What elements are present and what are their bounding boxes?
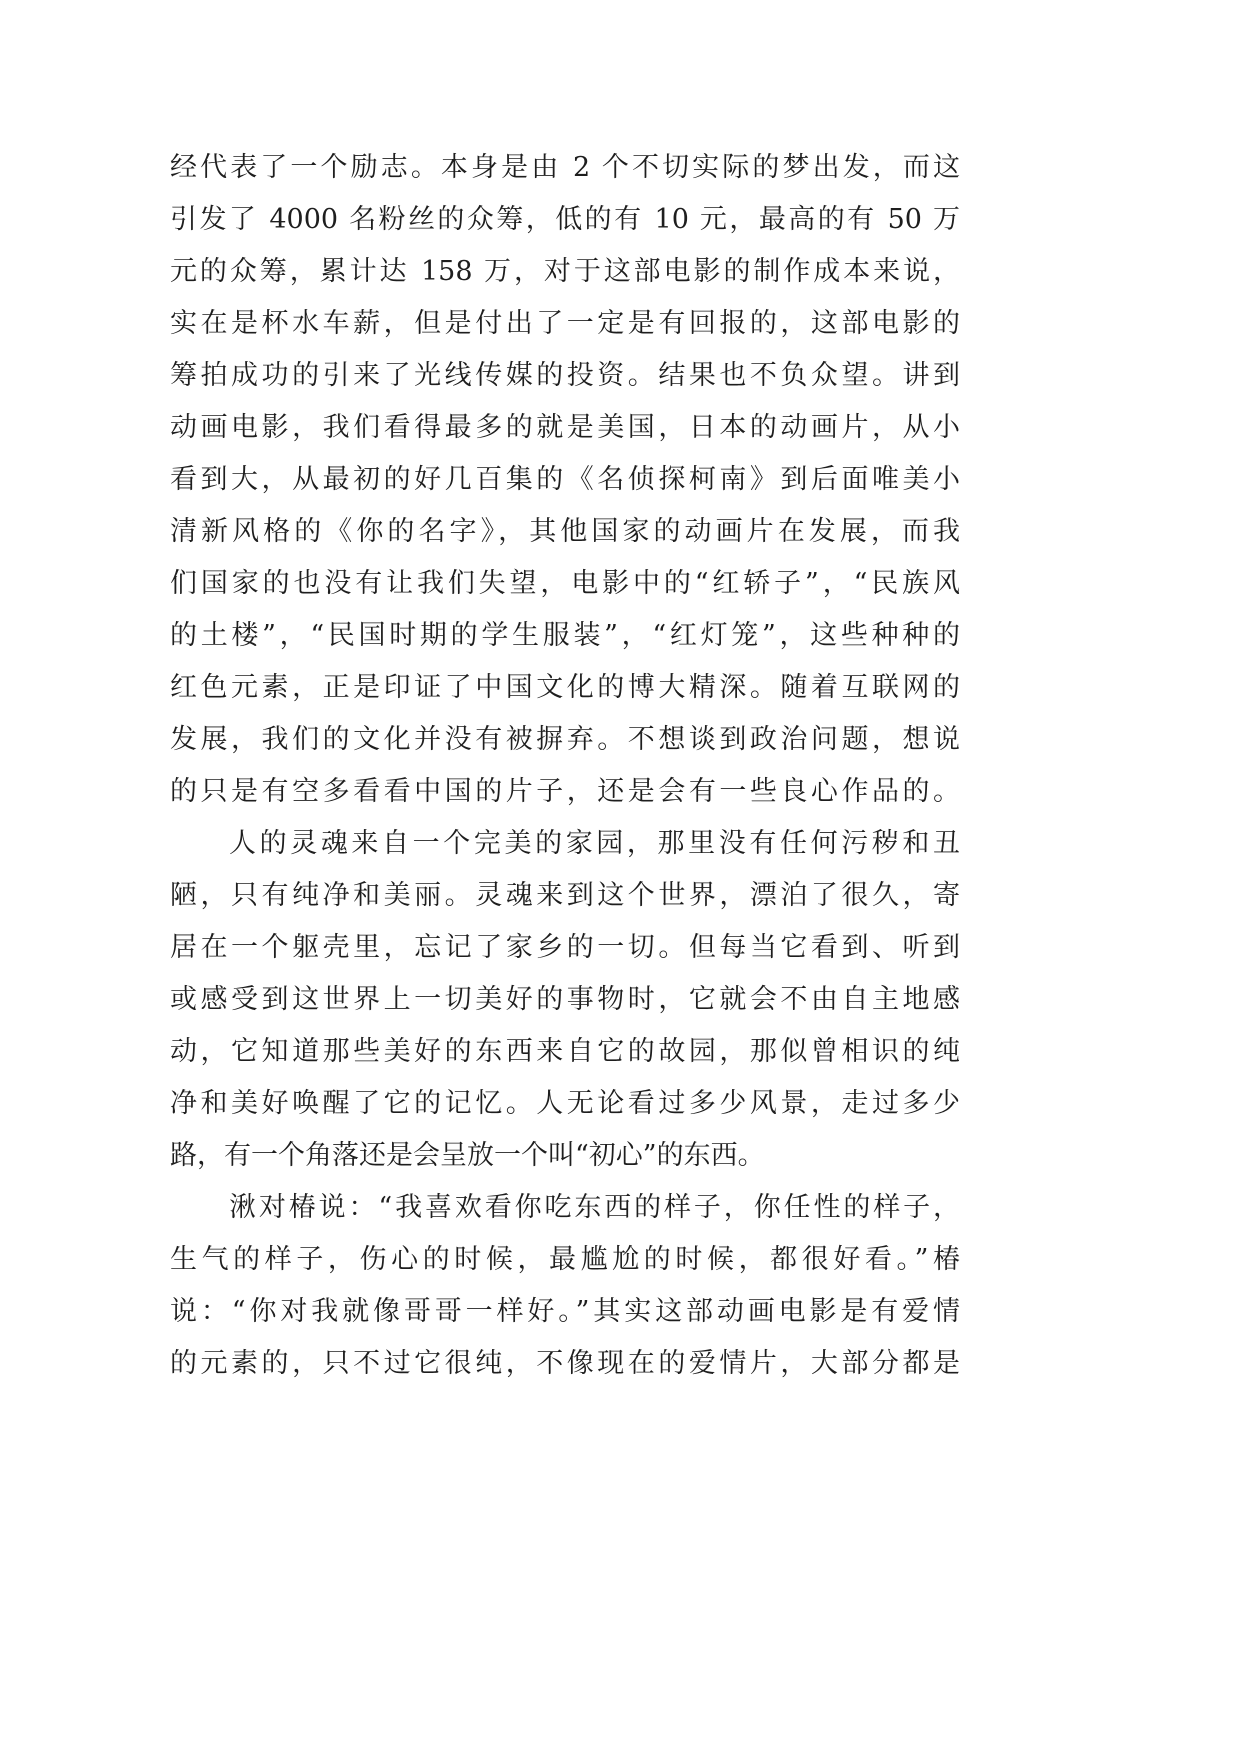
text-line: 的土楼”，“民国时期的学生服装”，“红灯笼”，这些种种的 bbox=[170, 620, 960, 651]
text-line: 发展，我们的文化并没有被摒弃。不想谈到政治问题，想说 bbox=[170, 724, 960, 755]
text-line: 红色元素，正是印证了中国文化的博大精深。随着互联网的 bbox=[170, 672, 960, 703]
text-line: 陋，只有纯净和美丽。灵魂来到这个世界，漂泊了很久，寄 bbox=[170, 880, 960, 911]
text-line: 经代表了一个励志。本身是由 2 个不切实际的梦出发，而这 bbox=[170, 152, 960, 183]
body-text bbox=[170, 142, 960, 1390]
text-line: 湫对椿说：“我喜欢看你吃东西的样子，你任性的样子， bbox=[229, 1192, 960, 1223]
text-line: 路，有一个角落还是会呈放一个叫“初心”的东西。 bbox=[170, 1140, 765, 1171]
text-line: 居在一个躯壳里，忘记了家乡的一切。但每当它看到、听到 bbox=[170, 932, 960, 963]
text-line: 人的灵魂来自一个完美的家园，那里没有任何污秽和丑 bbox=[229, 828, 960, 859]
text-line: 净和美好唤醒了它的记忆。人无论看过多少风景，走过多少 bbox=[170, 1088, 960, 1119]
paragraph-2 bbox=[170, 818, 960, 1182]
paragraph-3 bbox=[170, 1182, 960, 1390]
text-line: 或感受到这世界上一切美好的事物时，它就会不由自主地感 bbox=[170, 984, 960, 1015]
text-line: 说：“你对我就像哥哥一样好。”其实这部动画电影是有爱情 bbox=[170, 1296, 960, 1327]
text-line: 看到大，从最初的好几百集的《名侦探柯南》到后面唯美小 bbox=[170, 464, 960, 495]
text-line: 清新风格的《你的名字》，其他国家的动画片在发展，而我 bbox=[170, 516, 960, 547]
text-line: 动画电影，我们看得最多的就是美国，日本的动画片，从小 bbox=[170, 412, 960, 443]
text-line: 筹拍成功的引来了光线传媒的投资。结果也不负众望。讲到 bbox=[170, 360, 960, 391]
paragraph-1 bbox=[170, 142, 960, 818]
text-line: 的元素的，只不过它很纯，不像现在的爱情片，大部分都是 bbox=[170, 1348, 960, 1379]
text-line: 引发了 4000 名粉丝的众筹，低的有 10 元，最高的有 50 万 bbox=[170, 204, 960, 235]
text-line: 元的众筹，累计达 158 万，对于这部电影的制作成本来说， bbox=[170, 256, 960, 287]
text-line: 们国家的也没有让我们失望，电影中的“红轿子”，“民族风 bbox=[170, 568, 960, 599]
text-line: 实在是杯水车薪，但是付出了一定是有回报的，这部电影的 bbox=[170, 308, 960, 339]
text-line: 生气的样子，伤心的时候，最尴尬的时候，都很好看。”椿 bbox=[170, 1244, 960, 1275]
text-line: 动，它知道那些美好的东西来自它的故园，那似曾相识的纯 bbox=[170, 1036, 960, 1067]
text-line: 的只是有空多看看中国的片子，还是会有一些良心作品的。 bbox=[170, 776, 960, 807]
